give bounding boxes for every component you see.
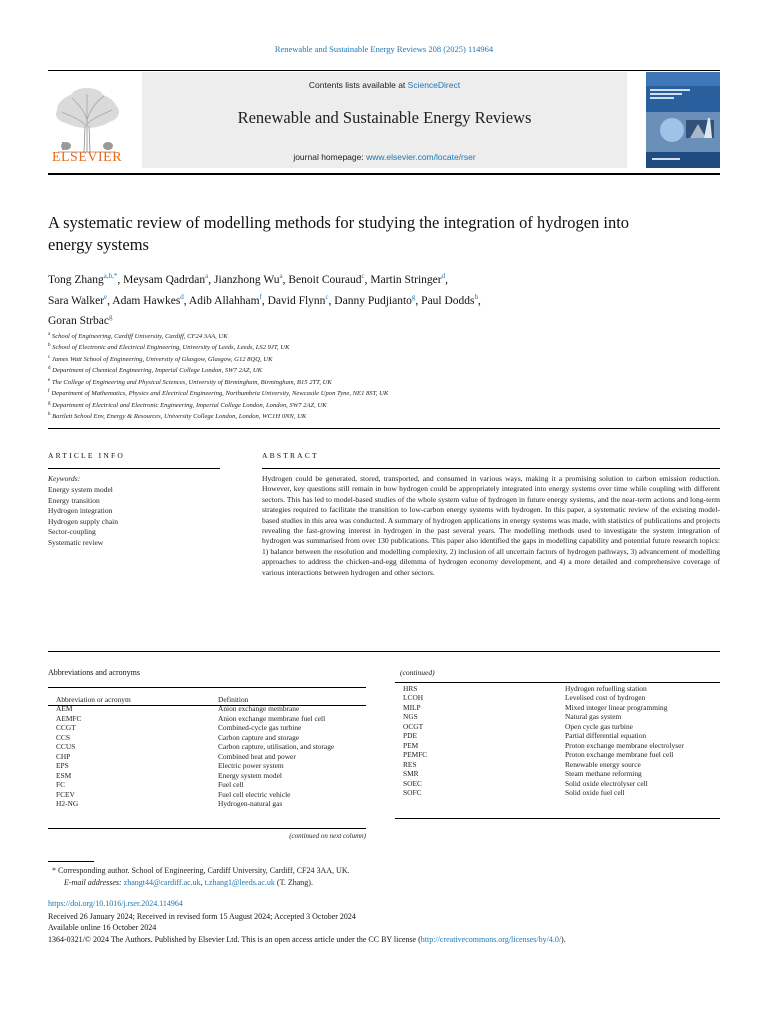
keyword-item: Energy transition bbox=[48, 495, 100, 505]
affiliation-text: School of Engineering, Cardiff University, Cardiff, CF24 3AA, UK bbox=[51, 333, 228, 341]
article-info-heading: ARTICLE INFO bbox=[48, 451, 125, 460]
author[interactable] bbox=[370, 274, 448, 286]
definition-cell: Solid oxide electrolyser cell bbox=[565, 778, 648, 788]
contents-prefix: Contents lists available at bbox=[308, 80, 408, 90]
table-row bbox=[48, 742, 366, 751]
affiliation-text: James Watt School of Engineering, University of Glasgow, Glasgow, G12 8QQ, UK bbox=[51, 356, 273, 364]
author-separator: , bbox=[107, 294, 113, 307]
author[interactable] bbox=[48, 315, 113, 327]
online-date: Available online 16 October 2024 bbox=[48, 923, 157, 932]
journal-cover-thumbnail[interactable] bbox=[646, 72, 720, 168]
affiliation-item bbox=[48, 399, 688, 410]
sciencedirect-link[interactable]: ScienceDirect bbox=[407, 80, 461, 90]
definition-cell: Anion exchange membrane fuel cell bbox=[218, 713, 326, 723]
affiliation-item bbox=[48, 353, 688, 364]
abbreviation-cell: CCS bbox=[56, 732, 70, 742]
author[interactable] bbox=[188, 292, 268, 307]
doi-link[interactable]: https://doi.org/10.1016/j.rser.2024.114964 bbox=[48, 899, 183, 908]
definition-cell: Carbon capture and storage bbox=[218, 732, 300, 742]
continued-next-column: (continued on next column) bbox=[289, 832, 366, 840]
author-separator: , bbox=[445, 273, 448, 286]
email-addresses bbox=[64, 878, 313, 887]
abbreviation-cell: SMR bbox=[403, 769, 419, 779]
author-name[interactable]: Benoit Couraud bbox=[288, 273, 362, 286]
abbr-right-top-rule bbox=[395, 682, 720, 683]
table-row bbox=[395, 769, 720, 778]
table-row bbox=[48, 723, 366, 732]
abbreviation-cell: CCUS bbox=[56, 742, 76, 752]
affiliation-key: h bbox=[48, 412, 51, 418]
definition-cell: Anion exchange membrane bbox=[218, 704, 300, 714]
affiliation-list bbox=[48, 330, 688, 422]
table-row bbox=[48, 771, 366, 780]
definition-cell: Energy system model bbox=[218, 770, 282, 780]
contents-line bbox=[142, 80, 627, 90]
copyright-line bbox=[48, 935, 566, 944]
email-label: E-mail addresses: bbox=[64, 878, 122, 887]
affiliation-text: Department of Mathematics, Physics and Electrical Engineering, Northumbria University, Newcastle Upon Tyne, NE1 8ST, UK bbox=[51, 390, 389, 398]
affiliation-text: The College of Engineering and Physical Sciences, University of Birmingham, Birmingham, B15 2TT, UK bbox=[51, 379, 332, 387]
copyright-suffix: ). bbox=[561, 935, 566, 944]
journal-title: Renewable and Sustainable Energy Reviews bbox=[237, 108, 532, 127]
definition-cell: Electric power system bbox=[218, 761, 284, 771]
author-name[interactable]: Goran Strbac bbox=[48, 315, 109, 328]
keyword-item: Hydrogen integration bbox=[48, 506, 113, 515]
table-row bbox=[395, 741, 720, 750]
masthead-box bbox=[142, 72, 627, 168]
abstract-rule bbox=[262, 468, 720, 469]
abbreviation-cell: AEMFC bbox=[56, 713, 82, 723]
keyword-item: Systematic review bbox=[48, 537, 104, 547]
email-link-leeds[interactable]: t.zhang1@leeds.ac.uk bbox=[204, 878, 275, 887]
author-affiliation-marker[interactable]: e bbox=[104, 292, 108, 301]
abbreviation-cell: RES bbox=[403, 759, 417, 769]
publisher-name: ELSEVIER bbox=[51, 150, 123, 165]
author-name[interactable]: Adib Allahham bbox=[188, 294, 260, 307]
author[interactable] bbox=[48, 274, 123, 286]
column-header-definition: Definition bbox=[218, 695, 249, 704]
footnote-rule bbox=[48, 861, 94, 862]
definition-cell: Natural gas system bbox=[565, 712, 622, 722]
definition-cell: Renewable energy source bbox=[565, 759, 641, 769]
author-affiliation-marker[interactable]: a bbox=[279, 272, 283, 280]
corresponding-author-text: Corresponding author. School of Engineering, Cardiff University, Cardiff, CF24 3AA, UK. bbox=[58, 866, 350, 875]
author-affiliation-marker[interactable]: a bbox=[205, 272, 209, 280]
abbr-left-header-rule bbox=[48, 705, 366, 706]
definition-cell: Levelised cost of hydrogen bbox=[565, 693, 646, 703]
definition-cell: Carbon capture, utilisation, and storage bbox=[218, 742, 335, 752]
corresponding-author-marker[interactable]: * bbox=[113, 272, 118, 280]
masthead-bottom-rule bbox=[48, 173, 720, 175]
table-row bbox=[395, 788, 720, 797]
affiliation-item bbox=[48, 410, 688, 421]
author-separator: , bbox=[415, 294, 422, 307]
author-separator: , bbox=[117, 273, 124, 286]
abbreviation-cell: EPS bbox=[56, 761, 69, 771]
abbreviation-cell: MILP bbox=[403, 702, 421, 712]
abbreviation-cell: ESM bbox=[56, 770, 72, 780]
keyword-item: Sector-coupling bbox=[48, 527, 96, 536]
abbr-left-top-rule bbox=[48, 687, 366, 688]
affiliation-key: c bbox=[48, 354, 51, 360]
author-separator: , bbox=[282, 273, 289, 286]
abbreviations-heading: Abbreviations and acronyms bbox=[48, 668, 140, 677]
keyword-item: Energy system model bbox=[48, 485, 113, 494]
keywords-label: Keywords: bbox=[48, 474, 81, 483]
abbreviation-cell: PEM bbox=[403, 740, 419, 750]
author-separator: , bbox=[478, 294, 481, 307]
author-name[interactable]: Martin Stringer bbox=[370, 273, 442, 286]
table-row bbox=[395, 693, 720, 702]
abbreviation-cell: SOEC bbox=[403, 778, 422, 788]
section-rule-top bbox=[48, 428, 720, 429]
abbreviations-table-right bbox=[395, 684, 720, 797]
author[interactable] bbox=[421, 292, 481, 307]
table-row bbox=[48, 714, 366, 723]
author-affiliation-marker[interactable]: f bbox=[259, 292, 262, 301]
affiliation-key: b bbox=[48, 343, 51, 349]
keywords-list bbox=[48, 485, 118, 548]
received-dates: Received 26 January 2024; Received in revised form 15 August 2024; Accepted 3 October 2024 bbox=[48, 912, 356, 921]
definition-cell: Fuel cell electric vehicle bbox=[218, 789, 291, 799]
abbreviation-cell: CCGT bbox=[56, 723, 76, 733]
author-affiliation-marker[interactable]: c bbox=[361, 272, 365, 280]
author-name[interactable]: Danny Pudjianto bbox=[334, 294, 412, 307]
author[interactable] bbox=[123, 274, 214, 286]
journal-homepage-link[interactable]: www.elsevier.com/locate/rser bbox=[366, 152, 476, 162]
abbreviation-cell: FC bbox=[56, 780, 66, 790]
table-header-row bbox=[48, 695, 366, 704]
author-name[interactable]: Paul Dodds bbox=[421, 294, 475, 307]
homepage-prefix: journal homepage: bbox=[293, 152, 367, 162]
abbr-right-bottom-rule bbox=[395, 818, 720, 819]
email-link-cardiff[interactable]: zhangt44@cardiff.ac.uk bbox=[123, 878, 201, 887]
author-separator: , bbox=[183, 294, 189, 307]
abbreviations-table-left bbox=[48, 695, 366, 808]
table-row bbox=[48, 733, 366, 742]
author-name[interactable]: Tong Zhang bbox=[48, 273, 104, 286]
footnote-star: * bbox=[52, 866, 56, 875]
author-list bbox=[48, 268, 688, 330]
affiliation-item bbox=[48, 341, 688, 352]
affiliation-key: e bbox=[48, 377, 51, 383]
author-affiliation-marker[interactable]: d bbox=[441, 272, 446, 280]
affiliation-item bbox=[48, 387, 688, 398]
affiliation-text: School of Electronic and Electrical Engineering, University of Leeds, Leeds, LS2 9JT, UK bbox=[52, 344, 290, 352]
affiliation-key: f bbox=[48, 389, 50, 395]
definition-cell: Open cycle gas turbine bbox=[565, 721, 633, 731]
table-row bbox=[395, 684, 720, 693]
license-link[interactable]: http://creativecommons.org/licenses/by/4.0/ bbox=[420, 935, 562, 944]
copyright-prefix: 1364-0321/© 2024 The Authors. Published by Elsevier Ltd. This is an open access article under the CC BY license ( bbox=[48, 935, 421, 944]
definition-cell: Combined-cycle gas turbine bbox=[218, 723, 302, 733]
table-row bbox=[48, 752, 366, 761]
definition-cell: Proton exchange membrane fuel cell bbox=[565, 750, 674, 760]
abbreviation-cell: HRS bbox=[403, 684, 418, 693]
author-affiliation-marker[interactable]: h bbox=[474, 292, 479, 301]
definition-cell: Combined heat and power bbox=[218, 751, 296, 761]
affiliation-text: Department of Electrical and Electronic Engineering, Imperial College London, London, SW7 2AZ, UK bbox=[52, 402, 327, 410]
author-separator: , bbox=[364, 273, 371, 286]
definition-cell: Fuel cell bbox=[218, 780, 244, 790]
author-separator: , bbox=[208, 273, 215, 286]
abbr-left-bottom-rule bbox=[48, 828, 366, 829]
definition-cell: Hydrogen-natural gas bbox=[218, 798, 283, 808]
table-row bbox=[48, 761, 366, 770]
author[interactable] bbox=[214, 274, 288, 286]
email-suffix: (T. Zhang). bbox=[274, 878, 313, 887]
definition-cell: Mixed integer linear programming bbox=[565, 702, 668, 712]
author[interactable] bbox=[48, 292, 113, 307]
abbreviation-cell: CHP bbox=[56, 751, 71, 761]
table-row bbox=[48, 790, 366, 799]
abbreviation-cell: OCGT bbox=[403, 721, 424, 731]
article-title: A systematic review of modelling methods for studying the integration of hydrogen into energy systems bbox=[48, 213, 630, 254]
author-affiliation-marker[interactable]: d bbox=[180, 292, 184, 301]
abbreviation-cell: H2-NG bbox=[56, 798, 79, 808]
affiliation-item bbox=[48, 376, 688, 387]
table-row bbox=[395, 731, 720, 740]
author-name[interactable]: David Flynn bbox=[267, 294, 326, 307]
author-affiliation-marker[interactable]: g bbox=[411, 292, 416, 301]
author[interactable] bbox=[112, 292, 189, 307]
continued-heading: (continued) bbox=[400, 668, 435, 677]
affiliation-text: Bartlett School Env, Energy & Resources, University College London, London, WC1H 0NN, UK bbox=[52, 413, 307, 421]
corresponding-author-note bbox=[52, 866, 350, 875]
definition-cell: Hydrogen refuelling station bbox=[565, 684, 647, 693]
affiliation-item bbox=[48, 330, 688, 341]
author-name[interactable]: Meysam Qadrdan bbox=[123, 273, 206, 286]
author[interactable] bbox=[288, 274, 370, 286]
abstract-heading: ABSTRACT bbox=[262, 451, 319, 460]
author-affiliation-marker[interactable]: a,b, bbox=[103, 272, 114, 280]
definition-cell: Solid oxide fuel cell bbox=[565, 787, 625, 797]
author-affiliation-marker[interactable]: c bbox=[325, 292, 329, 301]
affiliation-item bbox=[48, 364, 688, 375]
affiliation-text: Department of Chemical Engineering, Imperial College London, SW7 2AZ, UK bbox=[52, 367, 263, 375]
affiliation-key: g bbox=[48, 400, 51, 406]
author-separator: , bbox=[328, 294, 335, 307]
abbreviation-cell: AEM bbox=[56, 704, 73, 714]
abbreviation-cell: PEMFC bbox=[403, 750, 428, 760]
author[interactable] bbox=[334, 292, 422, 307]
definition-cell: Proton exchange membrane electrolyser bbox=[565, 740, 684, 750]
table-row bbox=[395, 779, 720, 788]
article-info-rule bbox=[48, 468, 220, 469]
keyword-item: Hydrogen supply chain bbox=[48, 516, 118, 526]
table-row bbox=[395, 712, 720, 721]
author-name[interactable]: Sara Walker bbox=[48, 294, 105, 307]
author-name[interactable]: Adam Hawkes bbox=[112, 294, 181, 307]
author-affiliation-marker[interactable]: g bbox=[109, 313, 113, 322]
abbreviation-cell: FCEV bbox=[56, 789, 75, 799]
abbreviation-cell: LCOH bbox=[403, 693, 424, 703]
abstract-text: Hydrogen could be generated, stored, transported, and consumed in various ways, making it a promising solution to carbon emission reduction. However, key questions still remain in how hydrogen could be appropriately integrated into energy systems over time while coupling with different sectors. This has led to model-based studies of the whole system value of hydrogen in future energy systems, and the near-term actions and long-term strategies required to facilitate the transition to low-carbon energy systems with hydrogen. In this paper, a systematic review of the existing model-based studies in this area was conducted. A summary of hydrogen applications in energy systems was made, with statistics of publications and projects revealing the fast-growing interest in hydrogen in the past several years. The modelling methods used to investigate the system integration of hydrogen was summarised from over 130 publications. This paper also identified the gaps in modelling capability and potential future research topics: 1) balance between the resolution and modelling complexity, 2) inclusion of all uncertain factors of hydrogen pathways, 3) advancement of modelling approaches to address the chicken-and-egg dilemma of hydrogen economy development, and 4) a more detailed and comprehensive coverage of various interactions between hydrogen and other sectors. bbox=[262, 474, 720, 577]
abbreviation-cell: NGS bbox=[403, 712, 418, 722]
table-row bbox=[395, 760, 720, 769]
table-row bbox=[48, 799, 366, 808]
author-separator: , bbox=[261, 294, 268, 307]
table-row bbox=[395, 703, 720, 712]
table-row bbox=[395, 750, 720, 759]
affiliation-key: d bbox=[48, 366, 51, 372]
definition-cell: Steam methane reforming bbox=[565, 769, 642, 779]
masthead-top-rule bbox=[48, 70, 720, 71]
table-row bbox=[395, 722, 720, 731]
email-separator: , bbox=[200, 878, 205, 887]
abbreviation-cell: PDE bbox=[403, 731, 417, 741]
abbreviation-cell: SOFC bbox=[403, 787, 422, 797]
section-rule-bottom bbox=[48, 651, 720, 652]
author-name[interactable]: Jianzhong Wu bbox=[214, 273, 280, 286]
affiliation-key: a bbox=[48, 332, 51, 337]
table-row bbox=[48, 780, 366, 789]
journal-reference-link[interactable]: Renewable and Sustainable Energy Reviews 208 (2025) 114964 bbox=[274, 44, 494, 54]
author[interactable] bbox=[267, 292, 335, 307]
definition-cell: Partial differential equation bbox=[565, 731, 647, 741]
homepage-line bbox=[142, 152, 627, 162]
column-header-abbreviation: Abbreviation or acronym bbox=[56, 695, 131, 704]
